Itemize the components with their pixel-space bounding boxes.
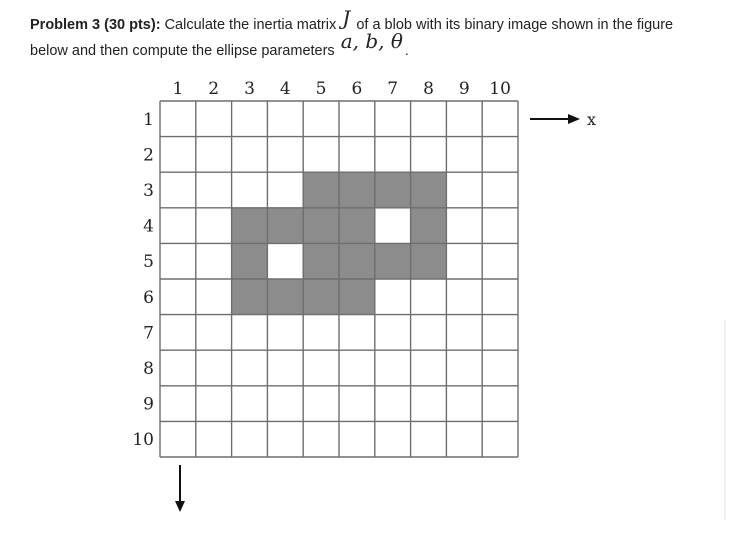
filled-pixel bbox=[339, 208, 375, 244]
column-label: 10 bbox=[489, 79, 511, 99]
filled-pixel bbox=[232, 208, 268, 244]
matrix-j-symbol: J bbox=[342, 6, 351, 30]
filled-pixel bbox=[375, 243, 411, 279]
problem-text-line2: below and then compute the ellipse parameters bbox=[30, 43, 335, 59]
row-label: 7 bbox=[143, 323, 154, 344]
row-label: 3 bbox=[143, 181, 154, 201]
row-label: 10 bbox=[132, 430, 154, 451]
column-label: 2 bbox=[208, 79, 220, 99]
problem-label: Problem 3 (30 pts): bbox=[30, 17, 161, 33]
column-labels bbox=[172, 79, 510, 99]
filled-pixel bbox=[339, 172, 375, 208]
filled-pixel bbox=[267, 208, 303, 244]
column-label: 4 bbox=[279, 79, 291, 99]
page-edge-rule bbox=[724, 320, 726, 520]
row-label: 4 bbox=[143, 216, 154, 237]
x-axis-arrow bbox=[530, 114, 580, 124]
row-label: 8 bbox=[143, 359, 154, 379]
column-label: 9 bbox=[458, 79, 470, 99]
row-label: 1 bbox=[143, 109, 154, 130]
row-label: 9 bbox=[143, 394, 154, 415]
row-label: 5 bbox=[143, 252, 154, 273]
column-label: 8 bbox=[423, 79, 434, 99]
filled-pixel bbox=[411, 208, 447, 244]
problem-text-end: of a blob with its binary image shown in the figure bbox=[356, 17, 674, 33]
filled-pixel bbox=[339, 243, 375, 279]
filled-pixel bbox=[303, 243, 339, 279]
filled-pixel bbox=[411, 172, 447, 208]
grid-lines bbox=[160, 101, 518, 457]
ellipse-params-symbol: a, b, θ bbox=[340, 29, 403, 53]
row-label: 6 bbox=[143, 287, 154, 308]
column-label: 1 bbox=[172, 79, 184, 99]
x-axis-label: x bbox=[587, 110, 597, 129]
filled-pixel bbox=[267, 279, 303, 315]
column-label: 7 bbox=[387, 79, 399, 99]
end-dot: . bbox=[404, 42, 409, 58]
problem-text-start: Calculate the inertia matrix bbox=[164, 17, 337, 33]
filled-pixel bbox=[339, 279, 375, 315]
filled-pixel bbox=[232, 279, 268, 315]
column-label: 5 bbox=[315, 79, 327, 99]
filled-pixel bbox=[303, 172, 339, 208]
column-label: 6 bbox=[351, 79, 363, 99]
filled-pixel bbox=[303, 208, 339, 244]
column-label: 3 bbox=[244, 79, 255, 99]
y-axis-arrow bbox=[175, 465, 185, 512]
row-label: 2 bbox=[143, 145, 154, 166]
filled-pixel bbox=[375, 172, 411, 208]
filled-pixel bbox=[411, 243, 447, 279]
filled-pixel bbox=[303, 279, 339, 315]
row-labels bbox=[132, 110, 154, 450]
filled-pixel bbox=[232, 243, 268, 279]
